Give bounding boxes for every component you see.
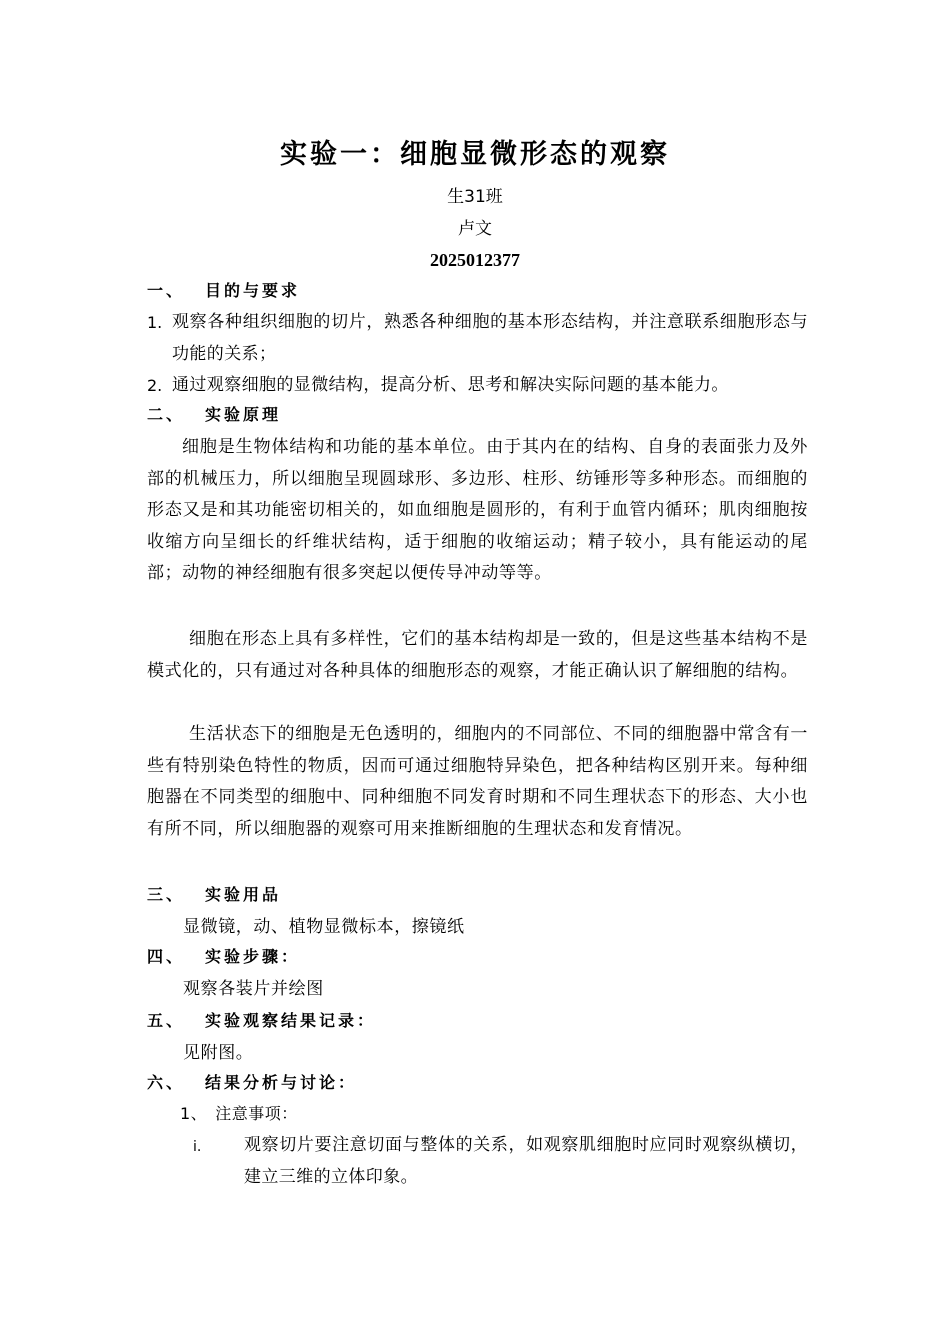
section-title: 实验步骤：: [205, 947, 301, 966]
list-item-number: 1.: [147, 313, 163, 332]
section-heading-discussion: [147, 1072, 357, 1094]
paragraph: 细胞是生物体结构和功能的基本单位。由于其内在的结构、自身的表面张力及外部的机械压力，所以细胞呈现圆球形、多边形、柱形、纺锤形等多种形态。而细胞的形态又是和其功能密切相关的，如血细胞是圆形的，有利于血管内循环；肌肉细胞按收缩方向呈细长的纤维状结构，适于细胞的收缩运动；精子较小，具有能运动的尾部；动物的神经细胞有很多突起以便传导冲动等等。: [147, 437, 808, 583]
section-heading-materials: [147, 884, 281, 906]
section-number: 一、: [147, 281, 186, 300]
section-heading-steps: [147, 946, 300, 968]
section-text: 显微镜，动、植物显微标本，擦镜纸: [183, 917, 465, 937]
section-number: 六、: [147, 1073, 186, 1092]
subitem-number: i.: [193, 1139, 202, 1155]
subheading: [180, 1103, 298, 1125]
section-title: 实验用品: [205, 885, 282, 904]
section-number: 四、: [147, 947, 186, 966]
subheading-text: 注意事项：: [215, 1104, 298, 1123]
document-title: 实验一：细胞显微形态的观察: [280, 139, 670, 170]
list-item-number: 2.: [147, 376, 163, 395]
paragraph: 细胞在形态上具有多样性，它们的基本结构却是一致的，但是这些基本结构不是模式化的，只有通过对各种具体的细胞形态的观察，才能正确认识了解细胞的结构。: [147, 629, 808, 681]
section-number: 五、: [147, 1011, 186, 1030]
paragraph: 生活状态下的细胞是无色透明的，细胞内的不同部位、不同的细胞器中常含有一些有特别染色特性的物质，因而可通过细胞特异染色，把各种结构区别开来。每种细胞器在不同类型的细胞中、同种细胞不同发育时期和不同生理状态下的形态、大小也有所不同，所以细胞器的观察可用来推断细胞的生理状态和发育情况。: [147, 724, 808, 839]
section-title: 结果分析与讨论：: [205, 1073, 358, 1092]
section-text: 观察各装片并绘图: [183, 979, 324, 999]
section-title: 实验观察结果记录：: [205, 1011, 377, 1030]
student-id: 2025012377: [430, 250, 520, 270]
section-heading-objectives: [147, 280, 300, 302]
section-heading-results: [147, 1010, 376, 1032]
section-title: 实验原理: [205, 405, 282, 424]
section-text: 见附图。: [183, 1043, 254, 1063]
subheading-number: 1、: [180, 1104, 208, 1123]
section-number: 二、: [147, 405, 186, 424]
list-item-text: 通过观察细胞的显微结构，提高分析、思考和解决实际问题的基本能力。: [172, 375, 729, 395]
section-title: 目的与要求: [205, 281, 301, 300]
author-class: 生31班: [447, 187, 503, 207]
subitem-text: 观察切片要注意切面与整体的关系，如观察肌细胞时应同时观察纵横切，建立三维的立体印象。: [244, 1135, 808, 1187]
author-name: 卢文: [458, 219, 492, 239]
list-item-text: 观察各种组织细胞的切片，熟悉各种细胞的基本形态结构，并注意联系细胞形态与功能的关系；: [172, 312, 808, 364]
section-number: 三、: [147, 885, 186, 904]
section-heading-principle: [147, 404, 281, 426]
